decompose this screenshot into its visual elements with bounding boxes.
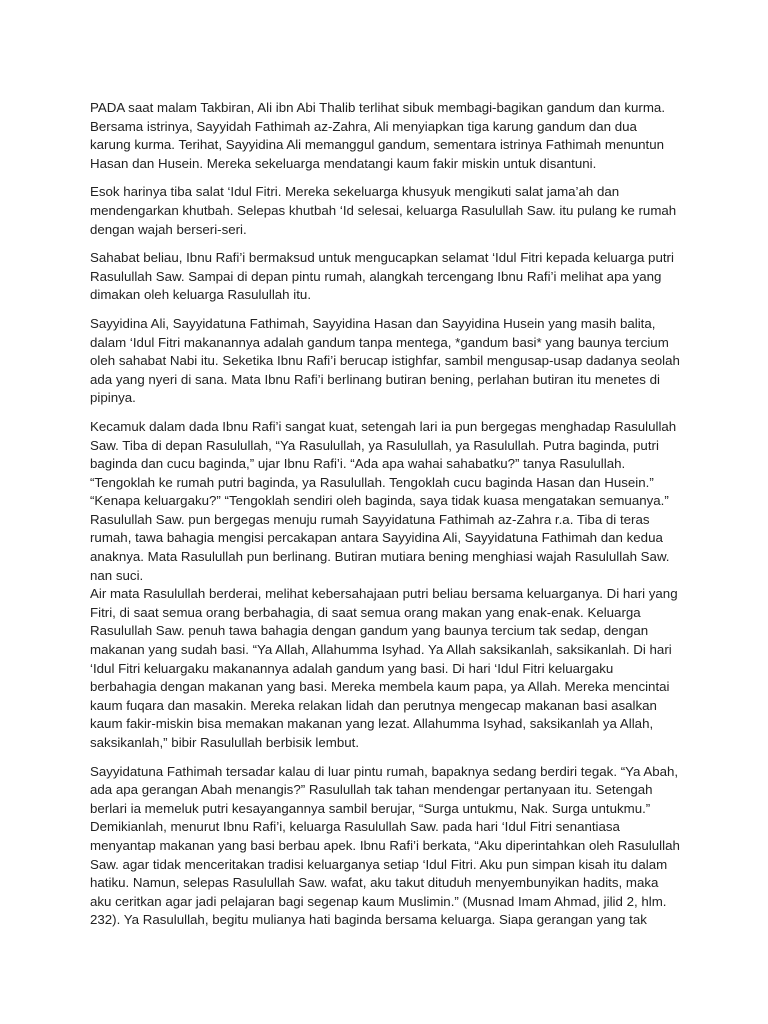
paragraph: Sayyidatuna Fathimah tersadar kalau di luar pintu rumah, bapaknya sedang berdiri tegak. “Ya Abah, ada apa gerangan Abah menangis?” Rasulullah tak tahan mendengar pertanyaan itu. Setengah berlari ia memeluk putri kesayangannya sambil berujar, “Surga untukmu, Nak. Surga untukmu.” Demikianlah, menurut Ibnu Rafi’i, keluarga Rasulullah Saw. pada hari ‘Idul Fitri senantiasa menyantap makanan yang basi berbau apek. Ibnu Rafi’i berkata, “Aku diperintahkan oleh Rasulullah Saw. agar tidak menceritakan tradisi keluarganya setiap ‘Idul Fitri. Aku pun simpan kisah itu dalam hatiku. Namun, selepas Rasulullah Saw. wafat, aku takut dituduh menyembunyikan hadits, maka aku ceritkan agar jadi pelajaran bagi segenap kaum Muslimin.” (Musnad Imam Ahmad, jilid 2, hlm. 232). Ya Rasulullah, begitu mulianya hati baginda bersama keluarga. Siapa gerangan yang tak <box>90 763 680 928</box>
document-body <box>90 99 680 940</box>
paragraph: Esok harinya tiba salat ‘Idul Fitri. Mereka sekeluarga khusyuk mengikuti salat jama’ah dan mendengarkan khutbah. Selepas khutbah ‘Id selesai, keluarga Rasulullah Saw. itu pulang ke rumah dengan wajah berseri-seri. <box>90 184 677 237</box>
paragraph: Kecamuk dalam dada Ibnu Rafi’i sangat kuat, setengah lari ia pun bergegas menghadap Rasulullah Saw. Tiba di depan Rasulullah, “Ya Rasulullah, ya Rasulullah, ya Rasulullah. Putra baginda, putri baginda dan cucu baginda,” ujar Ibnu Rafi’i. “Ada apa wahai sahabatku?” tanya Rasulullah. “Tengoklah ke rumah putri baginda, ya Rasulullah. Tengoklah cucu baginda Hasan dan Husein.” “Kenapa keluargaku?” “Tengoklah sendiri oleh baginda, saya tidak kuasa mengatakan semuanya.” Rasulullah Saw. pun bergegas menuju rumah Sayyidatuna Fathimah az-Zahra r.a. Tiba di teras rumah, tawa bahagia mengisi percakapan antara Sayyidina Ali, Sayyidatuna Fathimah dan kedua anaknya. Mata Rasulullah pun berlinang. Butiran mutiara bening menghiasi wajah Rasulullah Saw. nan suci. <box>90 418 677 583</box>
paragraph: Air mata Rasulullah berderai, melihat kebersahajaan putri beliau bersama keluarganya. Di hari yang Fitri, di saat semua orang berbahagia, di saat semua orang makan yang enak-enak. Keluarga Rasulullah Saw. penuh tawa bahagia dengan gandum yang baunya tercium tak sedap, dengan makanan yang sudah basi. “Ya Allah, Allahumma Isyhad. Ya Allah saksikanlah, saksikanlah. Di hari ‘Idul Fitri keluargaku makanannya adalah gandum yang basi. Di hari ‘Idul Fitri keluargaku berbahagia dengan makanan yang basi. Mereka membela kaum papa, ya Allah. Mereka mencintai kaum fuqara dan masakin. Mereka relakan lidah dan perutnya mengecap makanan basi asalkan kaum fakir-miskin bisa memakan makanan yang lezat. Allahumma Isyhad, saksikanlah ya Allah, saksikanlah,” bibir Rasulullah berbisik lembut. <box>90 586 678 750</box>
paragraph: PADA saat malam Takbiran, Ali ibn Abi Thalib terlihat sibuk membagi-bagikan gandum dan kurma. Bersama istrinya, Sayyidah Fathimah az-Zahra, Ali menyiapkan tiga karung gandum dan dua karung kurma. Terihat, Sayyidina Ali memanggul gandum, sementara istrinya Fathimah menuntun Hasan dan Husein. Mereka sekeluarga mendatangi kaum fakir miskin untuk disantuni. <box>90 100 666 171</box>
paragraph: Sahabat beliau, Ibnu Rafi’i bermaksud untuk mengucapkan selamat ‘Idul Fitri kepada keluarga putri Rasulullah Saw. Sampai di depan pintu rumah, alangkah tercengang Ibnu Rafi’i melihat apa yang dimakan oleh keluarga Rasulullah itu. <box>90 250 674 303</box>
paragraph: Sayyidina Ali, Sayyidatuna Fathimah, Sayyidina Hasan dan Sayyidina Husein yang masih balita, dalam ‘Idul Fitri makanannya adalah gandum tanpa mentega, *gandum basi* yang baunya tercium oleh sahabat Nabi itu. Seketika Ibnu Rafi’i berucap istighfar, sambil mengusap-usap dadanya seolah ada yang nyeri di sana. Mata Ibnu Rafi’i berlinang butiran bening, perlahan butiran itu menetes di pipinya. <box>90 315 680 406</box>
